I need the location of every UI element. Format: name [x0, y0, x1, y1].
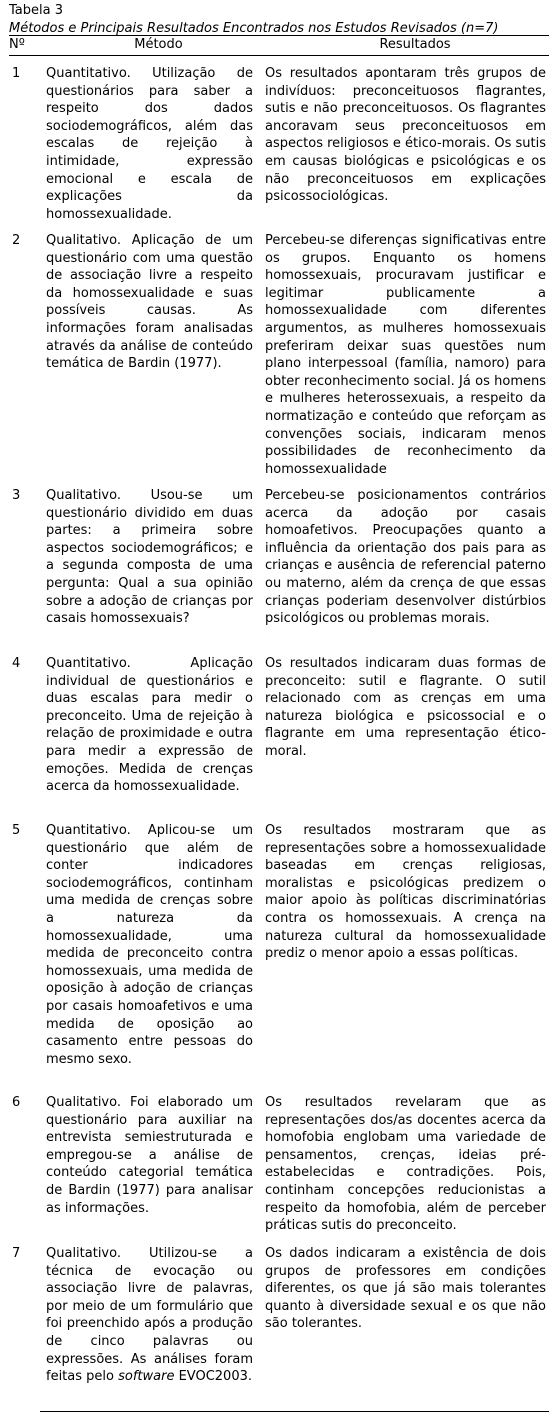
row-number: 6 — [12, 1095, 21, 1110]
row-method: Quantitativo. Aplicação individual de questionários e duas escalas para medir o preconceito. Uma de rejeição à relação de proximidade e outra para medir a expressão de emoções. Medida de crenças acerca da homossexualidade. — [46, 656, 253, 795]
row-method: Quantitativo. Utilização de questionários para saber a respeito dos dados sociodemográficos, além das escalas de rejeição à intimidade, expressão emocional e escala de explicações da homossexualidade. — [46, 66, 253, 222]
header-num: Nº — [9, 37, 25, 52]
row-number: 2 — [12, 233, 21, 248]
header-results: Resultados — [379, 37, 451, 52]
table-title: Métodos e Principais Resultados Encontrados nos Estudos Revisados (n=7) — [9, 20, 499, 36]
row-method: Qualitativo. Aplicação de um questionário com uma questão de associação livre a respeito da homossexualidade e suas possíveis causas. As informações foram analisadas através da análise de conteúdo temática de Bardin (1977). — [46, 233, 253, 372]
row-results: Os dados indicaram a existência de dois grupos de professores em condições diferentes, os que já são mais tolerantes quanto à diversidade sexual e os que não são tolerantes. — [265, 1246, 546, 1332]
table-number: Tabela 3 — [9, 3, 63, 18]
method-text: Qualitativo. Utilizou-se a técnica de evocação ou associação livre de palavras, por meio de um formulário que foi preenchido após a produção de cinco palavras ou expressões. As análises foram feitas pelo — [46, 1246, 253, 1385]
row-number: 5 — [12, 823, 21, 838]
table-header — [9, 36, 549, 53]
method-text-end: EVOC2003. — [174, 1369, 252, 1385]
row-number: 3 — [12, 488, 21, 503]
row-results: Os resultados indicaram duas formas de preconceito: sutil e flagrante. O sutil relacionado com as crenças em uma natureza biológica e psicossocial e o flagrante em uma representação ético-moral. — [265, 656, 546, 759]
table-caption — [9, 2, 549, 37]
row-results: Percebeu-se diferenças significativas entre os grupos. Enquanto os homens homossexuais, procuravam justificar e legitimar publicamente a homossexualidade com diferentes argumentos, as mulheres homossexuais preferiram deixar suas questões num plano interpessoal (família, namoro) para obter reconhecimento social. Já os homens e mulheres heterossexuais, a respeito da normatização e conteúdo que reforçam as convenções sociais, indicaram menos possibilidades de reconhecimento da homossexualidade — [265, 233, 546, 477]
header-method: Método — [134, 37, 183, 52]
row-number: 4 — [12, 656, 21, 671]
row-method: Qualitativo. Foi elaborado um questionário para auxiliar na entrevista semiestruturada e empregou-se a análise de conteúdo categorial temática de Bardin (1977) para analisar as informações. — [46, 1095, 253, 1216]
software-term: software — [118, 1369, 175, 1385]
row-results: Os resultados mostraram que as representações sobre a homossexualidade baseadas em crenças religiosas, moralistas e psicológicas predizem o maior apoio às políticas discriminatórias contra os homossexuais. A crença na natureza cultural da homossexualidade prediz o menor apoio a essas políticas. — [265, 823, 546, 962]
row-method: Qualitativo. Usou-se um questionário dividido em duas partes: a primeira sobre aspectos sociodemográficos; e a segunda composta de uma pergunta: Qual a sua opinião sobre a adoção de crianças por casais homossexuais? — [46, 488, 253, 627]
row-number: 1 — [12, 66, 21, 81]
row-number: 7 — [12, 1246, 21, 1261]
row-results: Percebeu-se posicionamentos contrários acerca da adoção por casais homoafetivos. Preocupações quanto a influência da orientação dos pais para as crianças e ausência de referencial paterno ou materno, além da crença de que essas crianças poderiam desenvolver distúrbios psicológicos ou problemas morais. — [265, 488, 546, 627]
row-method — [46, 1245, 253, 1386]
row-results: Os resultados apontaram três grupos de indivíduos: preconceituosos flagrantes, sutis e não preconceituosos. Os flagrantes ancoravam seus preconceituosos em aspectos religiosos e ético-morais. Os sutis em causas biológicas e psicológicas e os não preconceituosos em explicações psicossociológicas. — [265, 66, 546, 205]
row-method: Quantitativo. Aplicou-se um questionário que além de conter indicadores sociodemográficos, continham uma medida de crenças sobre a natureza da homossexualidade, uma medida de preconceito contra homossexuais, uma medida de oposição à adoção de crianças por casais homoafetivos e uma medida de oposição ao casamento entre pessoas do mesmo sexo. — [46, 823, 253, 1067]
row-results: Os resultados revelaram que as representações dos/as docentes acerca da homofobia englobam uma variedade de pensamentos, crenças, ideias pré-estabelecidas e contradições. Pois, continham concepções reducionistas a respeito da homofobia, além de perceber práticas sutis do preconceito. — [265, 1095, 546, 1234]
header-rule — [9, 55, 549, 56]
bottom-rule — [40, 1411, 549, 1412]
